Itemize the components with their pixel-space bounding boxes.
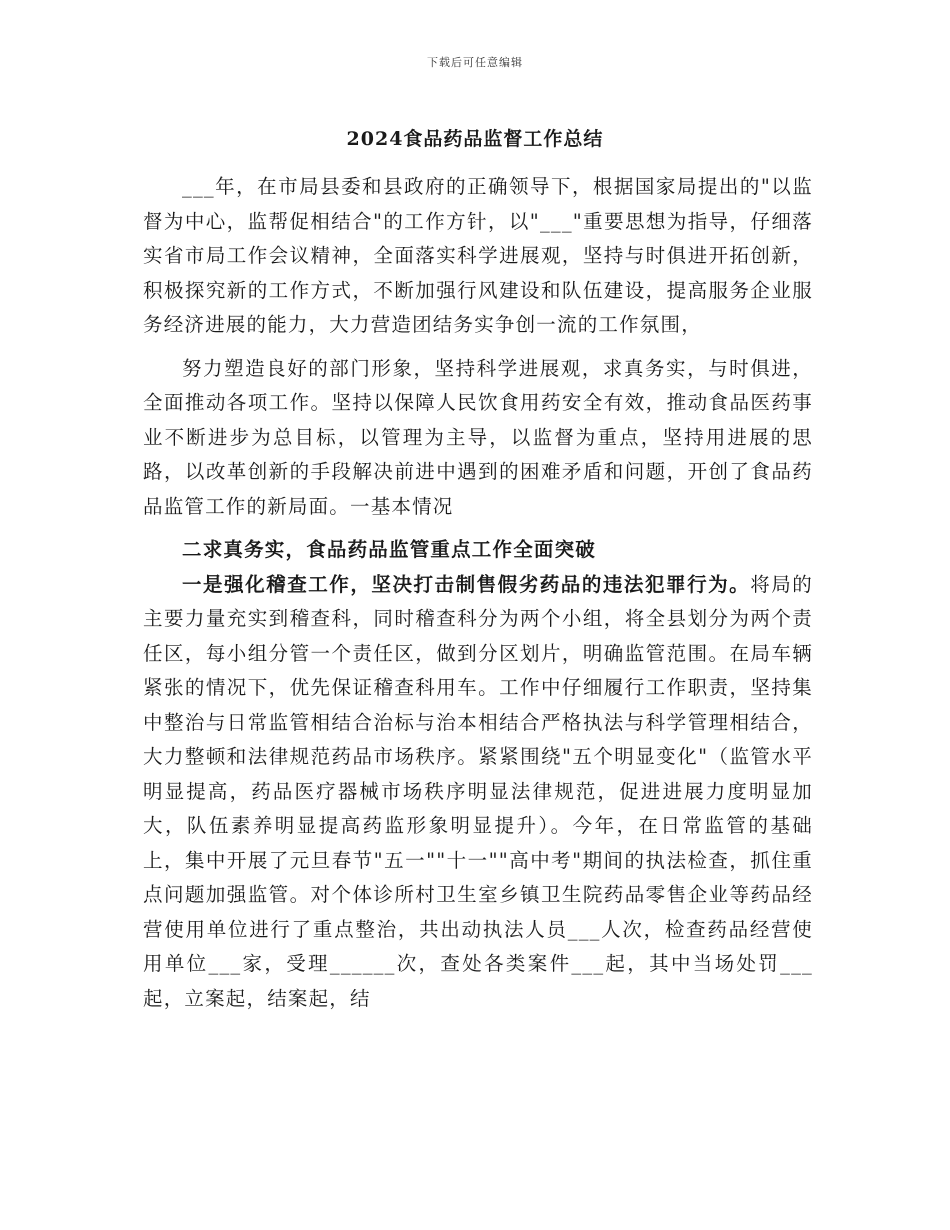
paragraph-inspection	[143, 568, 813, 1017]
paragraph-lead: 一是强化稽查工作，坚决打击制售假劣药品的违法犯罪行为。	[182, 572, 751, 596]
paragraph-intro: ___年，在市局县委和县政府的正确领导下，根据国家局提出的"以监督为中心，监帮促相结合"的工作方针，以"___"重要思想为指导，仔细落实省市局工作会议精神，全面落实科学进展观，坚持与时俱进开拓创新，积极探究新的工作方式，不断加强行风建设和队伍建设，提高服务企业服务经济进展的能力，大力营造团结务实争创一流的工作氛围，	[143, 175, 813, 336]
document-body	[143, 170, 813, 1016]
section-heading: 二求真务实，食品药品监管重点工作全面突破	[182, 538, 597, 561]
paragraph-body: 将局的主要力量充实到稽查科，同时稽查科分为两个小组，将全县划分为两个责任区，每小组分管一个责任区，做到分区划片，明确监管范围。在局车辆紧张的情况下，优先保证稽查科用车。工作中仔细履行工作职责，坚持集中整治与日常监管相结合治标与治本相结合严格执法与科学管理相结合，大力整顿和法律规范药品市场秩序。紧紧围绕"五个明显变化"（监管水平明显提高，药品医疗器械市场秩序明显法律规范，促进进展力度明显加大，队伍素养明显提高药监形象明显提升）。今年，在日常监管的基础上，集中开展了元旦春节"五一""十一""高中考"期间的执法检查，抓住重点问题加强监管。对个体诊所村卫生室乡镇卫生院药品零售企业等药品经营使用单位进行了重点整治，共出动执法人员___人次，检查药品经营使用单位___家，受理______次，查处各类案件___起，其中当场处罚___起，立案起，结案起，结	[143, 572, 813, 1010]
paragraph-overview: 努力塑造良好的部门形象，坚持科学进展观，求真务实，与时俱进，全面推动各项工作。坚持以保障人民饮食用药安全有效，推动食品医药事业不断进步为总目标，以管理为主导，以监督为重点，坚持用进展的思路，以改革创新的手段解决前进中遇到的困难矛盾和问题，开创了食品药品监管工作的新局面。一基本情况	[143, 356, 813, 518]
header-note: 下载后可任意编辑	[427, 56, 523, 69]
document-title: 2024食品药品监督工作总结	[346, 128, 604, 150]
